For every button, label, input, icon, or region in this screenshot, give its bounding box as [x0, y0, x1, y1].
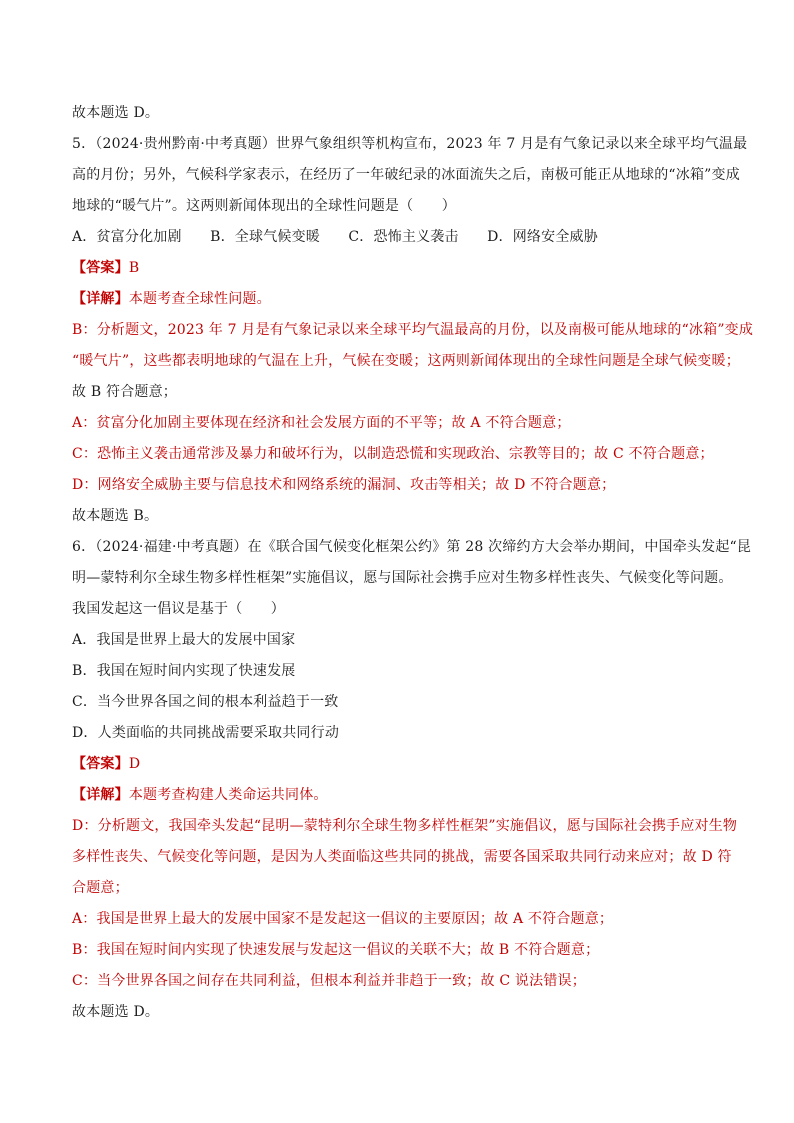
answer-tag: 【答案】 [72, 260, 129, 276]
answer-value: B [128, 260, 140, 276]
question-6-option-b: B．我国在短时间内实现了快速发展 [72, 663, 296, 679]
analysis-line: B：我国在短时间内实现了快速发展与发起这一倡议的关联不大；故 B 不符合题意； [72, 942, 600, 958]
question-6-answer [72, 754, 736, 774]
conclusion-line: 故本题选 D。 [72, 105, 160, 121]
question-5-detail [72, 289, 736, 309]
analysis-line: 合题意； [72, 880, 129, 896]
analysis-line: A：我国是世界上最大的发展中国家不是发起这一倡议的主要原因；故 A 不符合题意； [72, 911, 614, 927]
question-6-stem-line-1: 6．（2024·福建·中考真题）在《联合国气候变化框架公约》第 28 次缔约方大会举办期间，中国牵头发起“昆 [72, 539, 752, 555]
conclusion-line: 故本题选 B。 [72, 508, 159, 524]
analysis-line: C：当今世界各国之间存在共同利益，但根本利益并非趋于一致；故 C 说法错误； [72, 973, 586, 989]
analysis-line: A：贫富分化加剧主要体现在经济和社会发展方面的不平等；故 A 不符合题意； [72, 415, 571, 431]
conclusion-line: 故本题选 D。 [72, 1004, 160, 1020]
analysis-line: C：恐怖主义袭击通常涉及暴力和破坏行为，以制造恐慌和实现政治、宗教等目的；故 C 不符合题意； [72, 446, 714, 462]
question-5-answer [72, 258, 736, 278]
question-6-option-c: C．当今世界各国之间的根本利益趋于一致 [72, 694, 339, 710]
question-6-option-a: A．我国是世界上最大的发展中国家 [72, 632, 296, 648]
answer-value: D [128, 756, 141, 772]
answer-tag: 【答案】 [72, 756, 129, 772]
question-5-options: A．贫富分化加剧 B．全球气候变暖 C．恐怖主义袭击 D．网络安全威胁 [72, 229, 598, 245]
detail-tag: 【详解】 [72, 787, 129, 803]
analysis-line: D：分析题文，我国牵头发起“昆明—蒙特利尔全球生物多样性框架”实施倡议，愿与国际社会携手应对生物 [72, 818, 738, 834]
question-6-stem-line-2: 明—蒙特利尔全球生物多样性框架”实施倡议，愿与国际社会携手应对生物多样性丧失、气候变化等问题。 [72, 570, 733, 586]
detail-text: 本题考查构建人类命运共同体。 [128, 787, 328, 803]
analysis-line: D：网络安全威胁主要与信息技术和网络系统的漏洞、攻击等相关；故 D 不符合题意； [72, 477, 616, 493]
question-5-stem-line-3: 地球的“暖气片”。这两则新闻体现出的全球性问题是（ ） [72, 198, 456, 214]
question-5-stem-line-2: 高的月份；另外，气候科学家表示，在经历了一年破纪录的冰面流失之后，南极可能正从地球的“冰箱”变成 [72, 167, 740, 183]
question-6-option-d: D．人类面临的共同挑战需要采取共同行动 [72, 725, 340, 741]
analysis-line: B：分析题文，2023 年 7 月是有气象记录以来全球平均气温最高的月份，以及南极可能从地球的“冰箱”变成 [72, 322, 754, 338]
question-6-stem-line-3: 我国发起这一倡议是基于（ ） [72, 601, 285, 617]
analysis-line: 故 B 符合题意； [72, 384, 177, 400]
question-5-stem-line-1: 5．（2024·贵州黔南·中考真题）世界气象组织等机构宣布，2023 年 7 月是有气象记录以来全球平均气温最 [72, 136, 748, 152]
question-6-detail [72, 785, 736, 805]
analysis-line: “暖气片”，这些都表明地球的气温在上升，气候在变暖；这两则新闻体现出的全球性问题是全球气候变暖； [72, 353, 740, 369]
detail-text: 本题考查全球性问题。 [128, 291, 271, 307]
detail-tag: 【详解】 [72, 291, 129, 307]
analysis-line: 多样性丧失、气候变化等问题，是因为人类面临这些共同的挑战，需要各国采取共同行动来应对；故 D 符 [72, 849, 732, 865]
